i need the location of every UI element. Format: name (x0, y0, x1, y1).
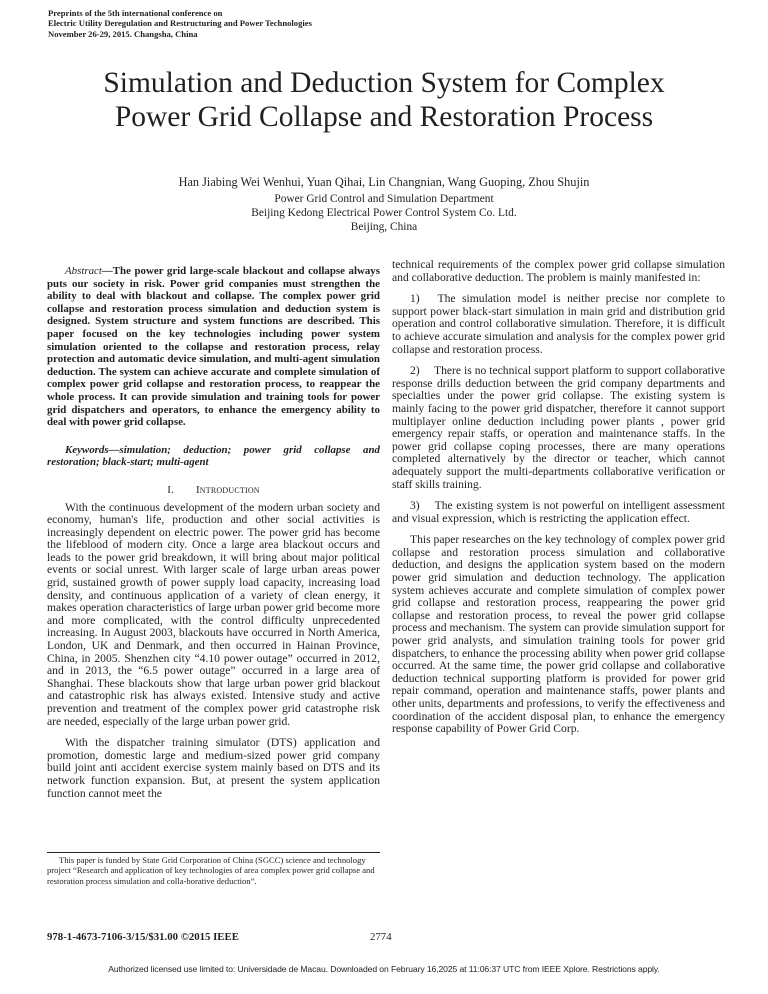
problem-item-2: 2) There is no technical support platform to support collaborative response drills deduction between the grid company departments and specialties under the power grid collapse. The existing system is mainly facing to the power grid dispatcher, therefore it cannot support multiplayer online deduction including power plants , power grid emergency repair staffs, or operation and maintenance staffs. In the power grid collapse coping processes, there are many operations completed alternatively by the director or teacher, which cannot adequately support the multi-departments collaborative verification or staff skills training. (392, 364, 725, 491)
intro-paragraph: This paper researches on the key technology of complex power grid collapse and restoration process simulation and collaborative deduction, and designs the application system based on the modern power grid simulation and deduction technology. The application system achieves accurate and complete simulation of complex power grid collapse and restoration process, reappearing the power grid collapse and restoration process, to reveal the power grid collapse process and mechanism. The system can provide simulation support for power grid analysts, and simulation training tools for power grid dispatchers, to enhance the processing ability when power grid collapse occurred. At the same time, the power grid collapse and collaborative deduction technical supporting platform is provided for power grid repair command, operation and maintenance staffs, power plants and other units, departments and professions, to verify the effectiveness and coordination of the accident disposal plan, to enhance the emergency response capability of Power Grid Corp. (392, 533, 725, 736)
conference-preprint-header (48, 8, 312, 39)
abstract-text: The power grid large-scale blackout and collapse always puts our society in risk. Power grid companies must strengthen the ability to deal with blackout and collapse. The complex power grid collapse and restoration process simulation and deduction system is designed. System structure and system functions are described. This paper focused on the key technologies including power system simulation oriented to the collapse and restoration process, relay protection and automatic device simulation, and multi-agent simulation deduction. The system can achieve accurate and complete simulation of complex power grid collapse and restoration process, to reappear the whole process. It can provide simulation and training tools for power grid dispatchers and operators, to enhance the emergency ability to deal with power grid collapse. (47, 265, 380, 429)
license-notice: Authorized licensed use limited to: Universidade de Macau. Downloaded on February 16,2025 at 11:06:37 UTC from IEEE Xplore. Restrictions apply. (108, 964, 660, 974)
title-line: Simulation and Deduction System for Complex (103, 67, 665, 99)
section-title: Introduction (195, 483, 260, 496)
preprint-line: Electric Utility Deregulation and Restructuring and Power Technologies (48, 18, 312, 29)
intro-paragraph-continued: technical requirements of the complex power grid collapse simulation and collaborative deduction. The problem is mainly manifested in: (392, 258, 725, 284)
section-number: I. (167, 483, 174, 496)
affiliation-company: Beijing Kedong Electrical Power Control System Co. Ltd. (251, 207, 517, 219)
funding-footnote (47, 855, 377, 886)
abstract (47, 265, 380, 429)
affiliation-location: Beijing, China (350, 221, 418, 233)
affiliation-department: Power Grid Control and Simulation Department (274, 193, 494, 205)
left-column (47, 265, 380, 800)
paper-title (0, 66, 768, 134)
footnote-divider (47, 852, 380, 853)
problem-item-3: 3) The existing system is not powerful on intelligent assessment and visual expression, which is restricting the application effect. (392, 499, 725, 525)
page-number: 2774 (370, 931, 392, 943)
problem-item-1: 1) The simulation model is neither precise nor complete to support power black-start simulation in main grid and distribution grid operation and control collaborative simulation. Therefore, it is difficult to achieve accurate simulation and analysis for the complex power grid collapse and restoration process. (392, 292, 725, 356)
title-line: Power Grid Collapse and Restoration Process (114, 101, 654, 133)
abstract-label: Abstract (65, 265, 102, 277)
abstract-dash: — (101, 265, 113, 277)
intro-paragraph: With the dispatcher training simulator (DTS) application and promotion, domestic large and medium-sized power grid company build joint anti accident exercise system mainly based on DTS and its network function expansion. But, at present the system application function cannot meet the (47, 736, 380, 800)
preprint-line: November 26-29, 2015. Changsha, China (48, 28, 198, 39)
right-column (392, 259, 725, 736)
isbn-copyright: 978-1-4673-7106-3/15/$31.00 ©2015 IEEE (47, 931, 239, 943)
author-list: Han Jiabing Wei Wenhui, Yuan Qihai, Lin Changnian, Wang Guoping, Zhou Shujin (178, 175, 590, 189)
preprint-line: Preprints of the 5th international conference on (48, 8, 223, 18)
keywords: Keywords—simulation; deduction; power grid collapse and restoration; black-start; multi-agent (47, 443, 380, 469)
section-heading-introduction (47, 484, 380, 497)
intro-paragraph: With the continuous development of the modern urban society and economy, human's life, production and other social activities is increasingly dependent on electric power. The power grid has become the lifeblood of modern city. Once a large area blackout occurs and leads to the power grid breakdown, it will bring about major political events or social unrest. With larger scale of large urban areas power grid, sustained growth of power supply load capacity, increasing load density, and continuous application of a variety of clean energy, it makes operation characteristics of large urban power grid become more and more complicated, with the control difficulty unprecedented increasing. In August 2003, blackouts have occurred in North America, London, UK and Denmark, and then occurred in Hainan Province, China, in 2005. Shenzhen city “4.10 power outage” occurred in 2012, and in 2013, the “6.5 power outage” occurred in a large area of Shanghai. These blackouts show that large urban power grid blackout and catastrophic risk has always existed. Intensive study and active prevention and treatment of the complex power grid catastrophe risk are needed, especially of the large urban power grid. (47, 500, 380, 728)
footnote-text: This paper is funded by State Grid Corporation of China (SGCC) science and technology project “Research and application of key technologies of area complex power grid collapse and restoration process simulation and colla-borative deduction”. (47, 855, 375, 886)
